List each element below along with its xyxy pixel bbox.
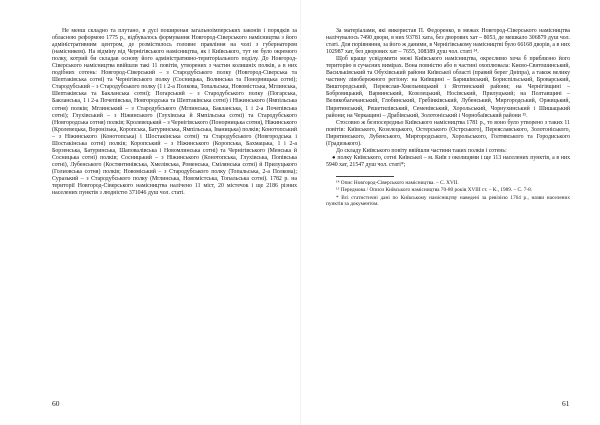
page-number-left: 60 [52,399,60,408]
footnote-star: * Всі статистичні дані по Київському намісництву наведені за ревізією 1764 р., назви населених пунктів за документом. [326,194,570,208]
right-paragraph-2: Щоб краще усвідомити межі Київського намісництва, окреслимо хоча б приблизно його територію в сучасних вимірах. Вона повністю або в частині охоплювала: Києво-Святошинський, Васильківський та Обухівський райони Київської області (правий берег Дніпра), а також велику частину лівобережного регіону: на Київщині – Баришівський, Бориспільський, Броварський, Вишгородський, Переяслав-Хмельницький і Яготинський райони; на Чернігівщині – Бобровицький, Варвинський, Козелецький, Носівський, Прилуцький; на Полтавщині – Великобагачанський, Глобинський, Гребінківський, Лубенський, Миргородський, Оржицький, Пирятинський, Решетилівський, Семенівський, Хорольський, Чорнухинський і Шишацький райони; на Черкащині – Драбівський, Золотоніський і Чорнобаївський райони ¹⁵. [326,56,570,119]
right-bullet-item: ● полку Київського, сотні Київської – м. Київ з околицями і ще 113 населених пунктів, а в них 5940 хат, 21547 душ чол. статі*; [326,154,570,168]
right-paragraph-3: Стосовно ж безпосередньо Київського намісництва 1781 р., то воно було утворено з таких 11 повітів: Київського, Козелецького, Остерського (Острського), Переяславського, Золотоніського, Пирятинського, Лубенського, Миргородського, Хорольського, Голтявського та Городиського (Градизького). [326,119,570,147]
page-number-right: 61 [562,399,570,408]
right-page-text [326,28,570,209]
right-paragraph-4: До складу Київського повіту ввійшли частини таких полків і сотень: [336,147,507,154]
left-page-text [52,28,297,197]
footnote-divider [336,176,394,177]
book-gutter [300,0,301,425]
left-paragraph: Не менш складно та плутано, в дусі поширеная загальноімперських законів і порядків за обласною реформою 1775 р., відбувалось формування Новгород-Сіверського намісництва з його адміністративним центром, де розмістилось головне правління на чолі з губернатором (намісником). На відміну від Чернігівського намісництва, як і Київського, тут не було окремого полку, котрий би складав основу його адміністративно-територіального поділу. До Новгород-Сіверського намісництва ввійшли такі 11 повітів, утворених з частин колишніх полків, а в них подібних сотень: Новгород-Сіверський – з Стародубського полку (Новгород-Сіверська та Шептаківська сотні) та Чернігівського полку (Сосницька, Волинська та Понорницька сотні); Стародубський – з Стародубського полку (1 і 2-а Полкова, Топальська, Новомістська, Мглинська, Шептаківська та Бакланська сотні); Погарський – з Стародубського полку (Погарська, Бакланська, 1 і 2-а Почепівська, Новгородська та Шептаківська сотні) і Ніжинського (Ямпільська сотня) полків; Мглинський – з Стародубського (Мглинська, Бакланська, 1 і 2-а Почепівська сотні); Глухівський – з Ніжинського (Глухівська й Ямпільська сотні) та Стародубського (Новгородська сотня) полків; Кролевецький – з Чернігівського (Понорницька сотня), Ніжинського (Кролевецька, Воронізька, Коропська, Батуринська, Ямпільська, Іваницька) полків; Конотопський – з Ніжинського (Конотопська) і Шостакінська сотні) та Стародубського (Новгородська і Шостакінська сотні) полків; Коропський – з Ніжинського (Коропська, Бахмацька, 1 і 2-а Борзенська, Батуринська, Шаповалівська і Новомлинська сотні) та Чернігівського (Менська й Сосницька сотні) полків; Сосницький – з Ніжинського (Конотопська, Глухівська, Попівська сотні), Лубенського (Костянтинівська, Хмелівська, Роменська, Смілянська сотні) й Прилуцького (Голиовська сотня) полків; Новоміський – з Стародубського полку (Топальська, 2-а Полкова); Суразький – з Стародубського полку (Мглинська, Новомістська, Топальська сотні). 1782 р. на території Новгород-Сіверського намісництва налічено 11 міст, 20 містечок і ще 2186 різних населених пунктів з людністю 371046 душ чол. статі. [52,28,297,197]
footnote-15: ¹⁵ Передмова / Описи Київського намісництва 70-80 років XVIII ст. – К., 1989. – С. 7-8. [336,187,533,194]
right-paragraph-1: За матеріалами, які використав П. Федоренко, в межах Новгород-Сіверського намісництва налічувалось 7490 двори, в них 93781 хата, без дворових хат – 8053, де мешкало 306879 душ чол. статі. Для порівняння, за його ж даними, в Чернігівському намісництві було 66168 дворів, а в них 102987 хат, без дворових хат – 7655, 308389 душ чол. статі ¹⁴. [326,28,570,56]
footnote-14: ¹⁴ Опис Новгород-Сіверського намісництва. – С. XVII. [336,179,459,186]
